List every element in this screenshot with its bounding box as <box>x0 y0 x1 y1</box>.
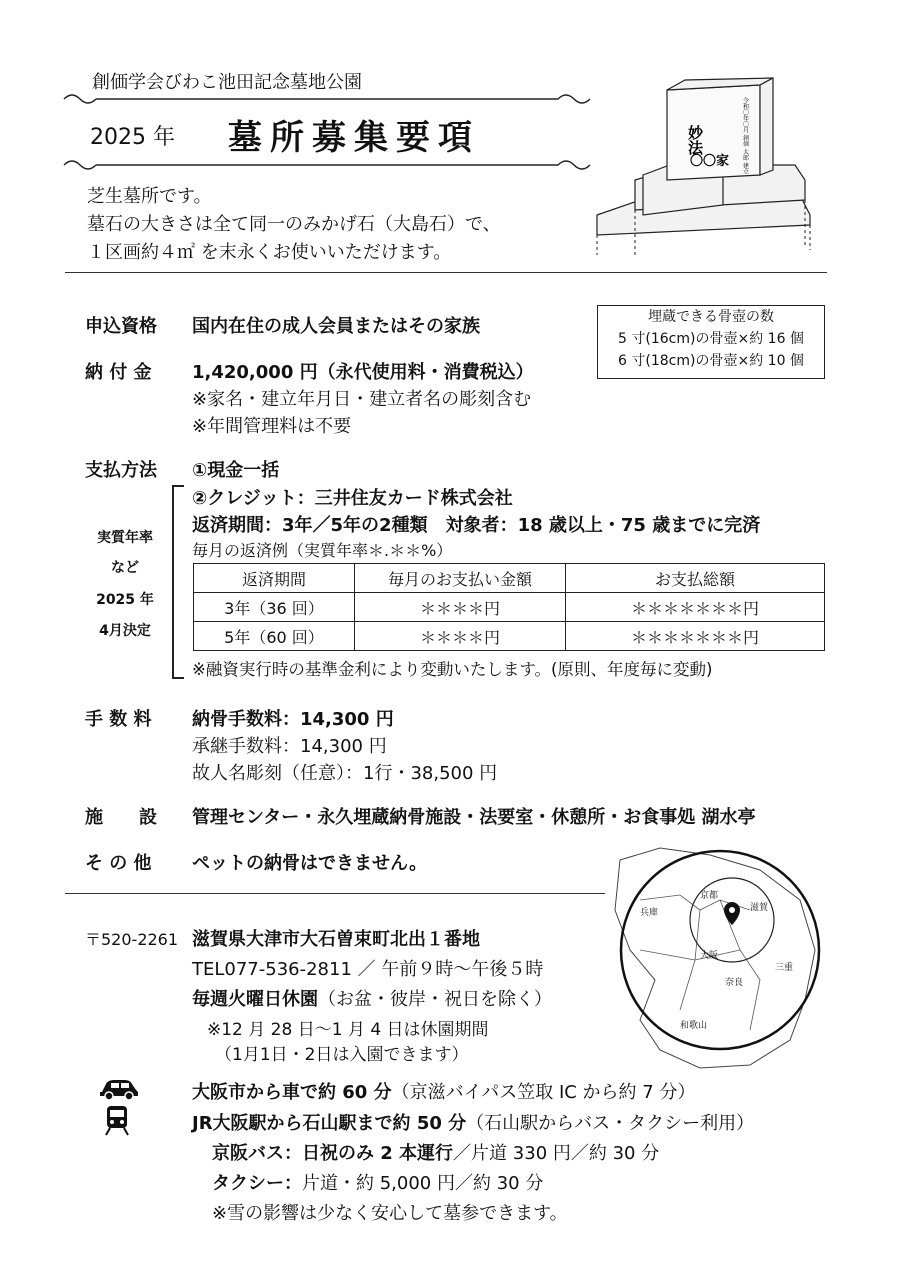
burial-box-line-1: 5 寸(16cm)の骨壺×約 16 個 <box>618 331 804 347</box>
side-note-2: など <box>111 560 139 576</box>
map-label: 滋賀 <box>750 903 769 913</box>
gravestone-illustration <box>595 75 825 260</box>
access-train-rest: （石山駅からバス・タクシー利用） <box>466 1113 755 1134</box>
table-cell: 5年（60 回） <box>194 622 355 651</box>
burial-capacity-box <box>597 305 825 379</box>
method-credit <box>192 484 513 510</box>
side-note-1: 実質年率 <box>97 530 153 546</box>
facilities-value: 管理センター・永久埋蔵納骨施設・法要室・休憩所・お食事処 湖水亭 <box>192 807 756 828</box>
access-car <box>192 1078 695 1104</box>
table-cell: ＊＊＊＊＊＊＊円 <box>566 593 825 622</box>
closed-days-rest: （お盆・彼岸・祝日を除く） <box>318 989 552 1010</box>
postal-code: 〒520-2261 <box>85 930 179 949</box>
other-label: そ の 他 <box>85 853 152 874</box>
burial-box-title: 埋蔵できる骨壺の数 <box>648 309 774 325</box>
access-bus <box>212 1139 659 1165</box>
table-cell: ＊＊＊＊＊＊＊円 <box>566 622 825 651</box>
location-map <box>600 840 825 1075</box>
snow-note: ※雪の影響は少なく安心して墓参できます。 <box>212 1203 568 1224</box>
bus-bold: 日祝のみ 2 本運行 <box>302 1143 454 1164</box>
tel-hours: TEL077-536-2811 ／ 午前９時～午後５時 <box>192 959 544 980</box>
closed-days <box>192 985 552 1011</box>
engraving-side: 令和〇年〇月 創価 太郎 建立 <box>741 97 749 175</box>
payment-value: 1,420,000 円（永代使用料・消費税込） <box>192 362 534 383</box>
map-label: 三重 <box>775 963 794 973</box>
access-taxi <box>212 1169 543 1195</box>
table-header-row <box>194 564 825 593</box>
side-note-4: 4月決定 <box>99 623 151 639</box>
ornament-divider-bottom <box>62 158 592 172</box>
payment-label: 納 付 金 <box>85 362 152 383</box>
section-divider-2 <box>65 893 605 894</box>
access-car-rest: （京滋バイパス笠取 IC から約 7 分） <box>391 1082 696 1103</box>
fees-line-2: 承継手数料：14,300 円 <box>192 736 387 757</box>
intro-line-1: 芝生墓所です。 <box>87 186 212 207</box>
location-pin-icon <box>724 902 740 925</box>
address: 滋賀県大津市大石曽束町北出１番地 <box>192 929 480 950</box>
map-label: 京都 <box>700 891 719 901</box>
burial-box-line-2: 6 寸(18cm)の骨壺×約 10 個 <box>618 353 804 369</box>
facilities-label: 施 設 <box>85 807 157 828</box>
taxi-rest: 片道・約 5,000 円／約 30 分 <box>302 1173 544 1194</box>
payment-note-1: ※家名・建立年月日・建立者名の彫刻含む <box>192 389 532 410</box>
intro-line-3: １区画約４㎡ を末永くお使いいただけます。 <box>87 242 452 263</box>
holiday-note-2: （1月1日・2日は入園できます） <box>215 1045 469 1065</box>
organization-name: 創価学会びわこ池田記念墓地公園 <box>92 72 362 93</box>
map-label: 奈良 <box>725 978 744 988</box>
ornament-divider-top <box>62 92 592 106</box>
fees-line-3: 故人名彫刻（任意）：1行・38,500 円 <box>192 763 498 784</box>
table-note: ※融資実行時の基準金利により変動いたします。(原則、年度毎に変動) <box>192 660 713 679</box>
engraving-family: 〇〇家 <box>690 154 730 169</box>
table-cell: ＊＊＊＊円 <box>355 622 566 651</box>
method-period: 返済期間：3年／5年の2種類 対象者：18 歳以上・75 歳までに完済 <box>192 515 761 536</box>
eligibility-value: 国内在住の成人会員またはその家族 <box>192 316 480 337</box>
access-train <box>192 1109 754 1135</box>
table-row <box>194 622 825 651</box>
engraving-main: 妙法 <box>686 125 704 155</box>
eligibility-label: 申込資格 <box>85 316 157 337</box>
method-label: 支払方法 <box>85 460 157 481</box>
table-header-cell: 返済期間 <box>194 564 355 593</box>
method-credit-text: ②クレジット：三井住友カード株式会社 <box>192 488 513 509</box>
table-header-cell: 毎月のお支払い金額 <box>355 564 566 593</box>
map-label: 和歌山 <box>680 1021 708 1031</box>
access-train-bold: JR大阪駅から石山駅まで約 50 分 <box>192 1113 467 1134</box>
fees-label: 手 数 料 <box>85 709 152 730</box>
method-example: 毎月の返済例（実質年率＊.＊＊%） <box>192 541 453 560</box>
access-car-bold: 大阪市から車で約 60 分 <box>192 1082 392 1103</box>
table-header-cell: お支払総額 <box>566 564 825 593</box>
map-label: 兵庫 <box>640 908 659 918</box>
table-cell: 3年（36 回） <box>194 593 355 622</box>
intro-line-2: 墓石の大きさは全て同一のみかげ石（大島石）で、 <box>87 214 501 235</box>
payment-note-2: ※年間管理料は不要 <box>192 416 352 437</box>
fees-line-1: 納骨手数料：14,300 円 <box>192 709 394 730</box>
recruitment-year: 2025 年 <box>90 125 175 150</box>
bus-rest: ／片道 330 円／約 30 分 <box>453 1143 660 1164</box>
train-icon <box>104 1104 130 1136</box>
table-cell: ＊＊＊＊円 <box>355 593 566 622</box>
repayment-table <box>193 563 825 651</box>
table-row <box>194 593 825 622</box>
credit-bracket <box>172 485 184 679</box>
holiday-note-1: ※12 月 28 日～1 月 4 日は休園期間 <box>207 1020 489 1040</box>
side-note-3: 2025 年 <box>96 592 154 608</box>
method-cash: ①現金一括 <box>192 460 280 481</box>
closed-days-bold: 毎週火曜日休園 <box>192 989 318 1010</box>
car-icon <box>98 1076 140 1100</box>
section-divider <box>65 272 827 273</box>
map-label: 大阪 <box>700 951 719 961</box>
other-value: ペットの納骨はできません。 <box>192 853 428 874</box>
bus-label: 京阪バス： <box>212 1143 302 1164</box>
taxi-label: タクシー： <box>212 1173 302 1194</box>
page-title: 墓所募集要項 <box>228 118 480 158</box>
